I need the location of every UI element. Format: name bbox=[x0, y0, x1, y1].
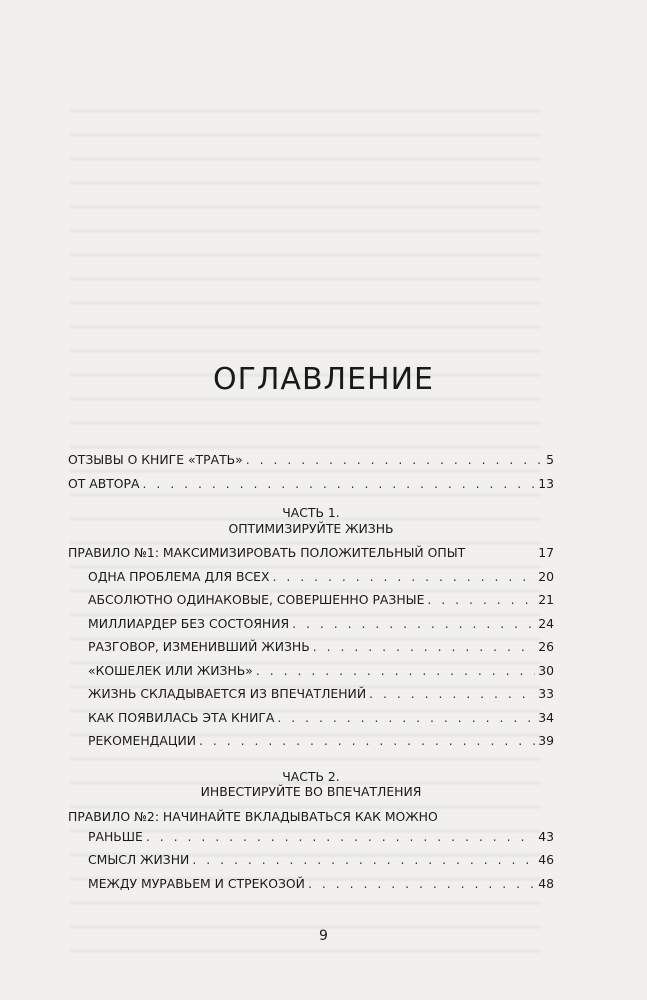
dot-leader bbox=[199, 735, 535, 747]
toc-entry-rule-2-continued[interactable] bbox=[68, 828, 554, 855]
toc-entry-from-author[interactable] bbox=[68, 475, 554, 502]
dot-leader bbox=[256, 665, 535, 677]
dot-leader bbox=[369, 688, 535, 700]
toc-entry-label: КАК ПОЯВИЛАСЬ ЭТА КНИГА bbox=[88, 709, 275, 725]
toc-entry-page: 26 bbox=[538, 639, 554, 654]
toc-entry-label: ОДНА ПРОБЛЕМА ДЛЯ ВСЕХ bbox=[88, 568, 270, 584]
toc-entry-label: ОТ АВТОРА bbox=[68, 475, 140, 491]
toc-subentry[interactable] bbox=[68, 735, 554, 759]
toc-subentry[interactable] bbox=[68, 875, 554, 902]
toc-entry-label: ПРАВИЛО №2: НАЧИНАЙТЕ ВКЛАДЫВАТЬСЯ КАК МОЖНО bbox=[68, 808, 438, 824]
toc-subentry[interactable] bbox=[68, 568, 554, 595]
dot-leader bbox=[272, 571, 535, 583]
toc-entry-label: СМЫСЛ ЖИЗНИ bbox=[88, 852, 190, 867]
toc-entry-page: 5 bbox=[546, 452, 554, 467]
page-number: 9 bbox=[319, 928, 328, 944]
toc-entry-reviews[interactable] bbox=[68, 454, 554, 478]
toc-entry-label: МЕЖДУ МУРАВЬЕМ И СТРЕКОЗОЙ bbox=[88, 875, 305, 891]
toc-entry-rule-2[interactable] bbox=[68, 808, 554, 831]
toc-entry-page: 21 bbox=[538, 592, 554, 607]
part-1-heading bbox=[68, 501, 554, 547]
toc-entry-page: 20 bbox=[538, 568, 554, 584]
dot-leader bbox=[292, 618, 535, 630]
toc-entry-page: 48 bbox=[538, 875, 554, 891]
dot-leader bbox=[277, 712, 535, 724]
toc-entry-page: 46 bbox=[538, 852, 554, 867]
part-subtitle: ИНВЕСТИРУЙТЕ ВО ВПЕЧАТЛЕНИЯ bbox=[200, 784, 422, 799]
toc-entry-label: РАЗГОВОР, ИЗМЕНИВШИЙ ЖИЗНЬ bbox=[88, 639, 310, 654]
dot-leader bbox=[308, 878, 535, 890]
dot-leader bbox=[246, 454, 541, 466]
toc-subentry[interactable] bbox=[68, 594, 554, 618]
part-number: ЧАСТЬ 1. bbox=[282, 505, 340, 520]
toc-entry-label: ПРАВИЛО №1: МАКСИМИЗИРОВАТЬ ПОЛОЖИТЕЛЬНЫЙ ОПЫТ bbox=[68, 545, 466, 560]
toc-entry-label: РАНЬШЕ bbox=[88, 828, 143, 844]
dot-leader bbox=[313, 641, 535, 653]
toc-entry-page: 24 bbox=[538, 615, 554, 631]
toc-subentry[interactable] bbox=[68, 854, 554, 878]
toc-entry-page: 30 bbox=[538, 662, 554, 678]
toc-entry-label: ЖИЗНЬ СКЛАДЫВАЕТСЯ ИЗ ВПЕЧАТЛЕНИЙ bbox=[88, 686, 367, 701]
toc-entry-rule-1[interactable] bbox=[68, 547, 554, 571]
table-of-contents bbox=[68, 454, 554, 901]
toc-entry-page: 17 bbox=[538, 545, 554, 560]
toc-subentry[interactable] bbox=[68, 641, 554, 665]
toc-entry-label: ОТЗЫВЫ О КНИГЕ «ТРАТЬ» bbox=[68, 452, 243, 467]
toc-subentry[interactable] bbox=[68, 662, 554, 689]
toc-entry-page: 34 bbox=[538, 709, 554, 725]
part-number: ЧАСТЬ 2. bbox=[282, 768, 340, 784]
dot-leader bbox=[143, 478, 536, 490]
toc-entry-page: 39 bbox=[538, 733, 554, 748]
toc-entry-label: АБСОЛЮТНО ОДИНАКОВЫЕ, СОВЕРШЕННО РАЗНЫЕ bbox=[88, 592, 425, 607]
part-subtitle: ОПТИМИЗИРУЙТЕ ЖИЗНЬ bbox=[228, 520, 394, 536]
dot-leader bbox=[192, 854, 535, 866]
toc-subentry[interactable] bbox=[68, 709, 554, 736]
toc-subentry[interactable] bbox=[68, 615, 554, 642]
part-2-heading bbox=[68, 759, 554, 811]
dot-leader bbox=[146, 831, 535, 843]
toc-subentry[interactable] bbox=[68, 688, 554, 712]
dot-leader bbox=[427, 594, 535, 606]
toc-entry-page: 13 bbox=[538, 475, 554, 491]
toc-entry-label: «КОШЕЛЕК ИЛИ ЖИЗНЬ» bbox=[88, 662, 253, 678]
toc-entry-label: МИЛЛИАРДЕР БЕЗ СОСТОЯНИЯ bbox=[88, 615, 290, 631]
toc-entry-label: РЕКОМЕНДАЦИИ bbox=[88, 733, 197, 748]
toc-entry-page: 33 bbox=[538, 686, 554, 701]
page-title: ОГЛАВЛЕНИЕ bbox=[212, 362, 435, 397]
toc-entry-page: 43 bbox=[538, 828, 554, 844]
